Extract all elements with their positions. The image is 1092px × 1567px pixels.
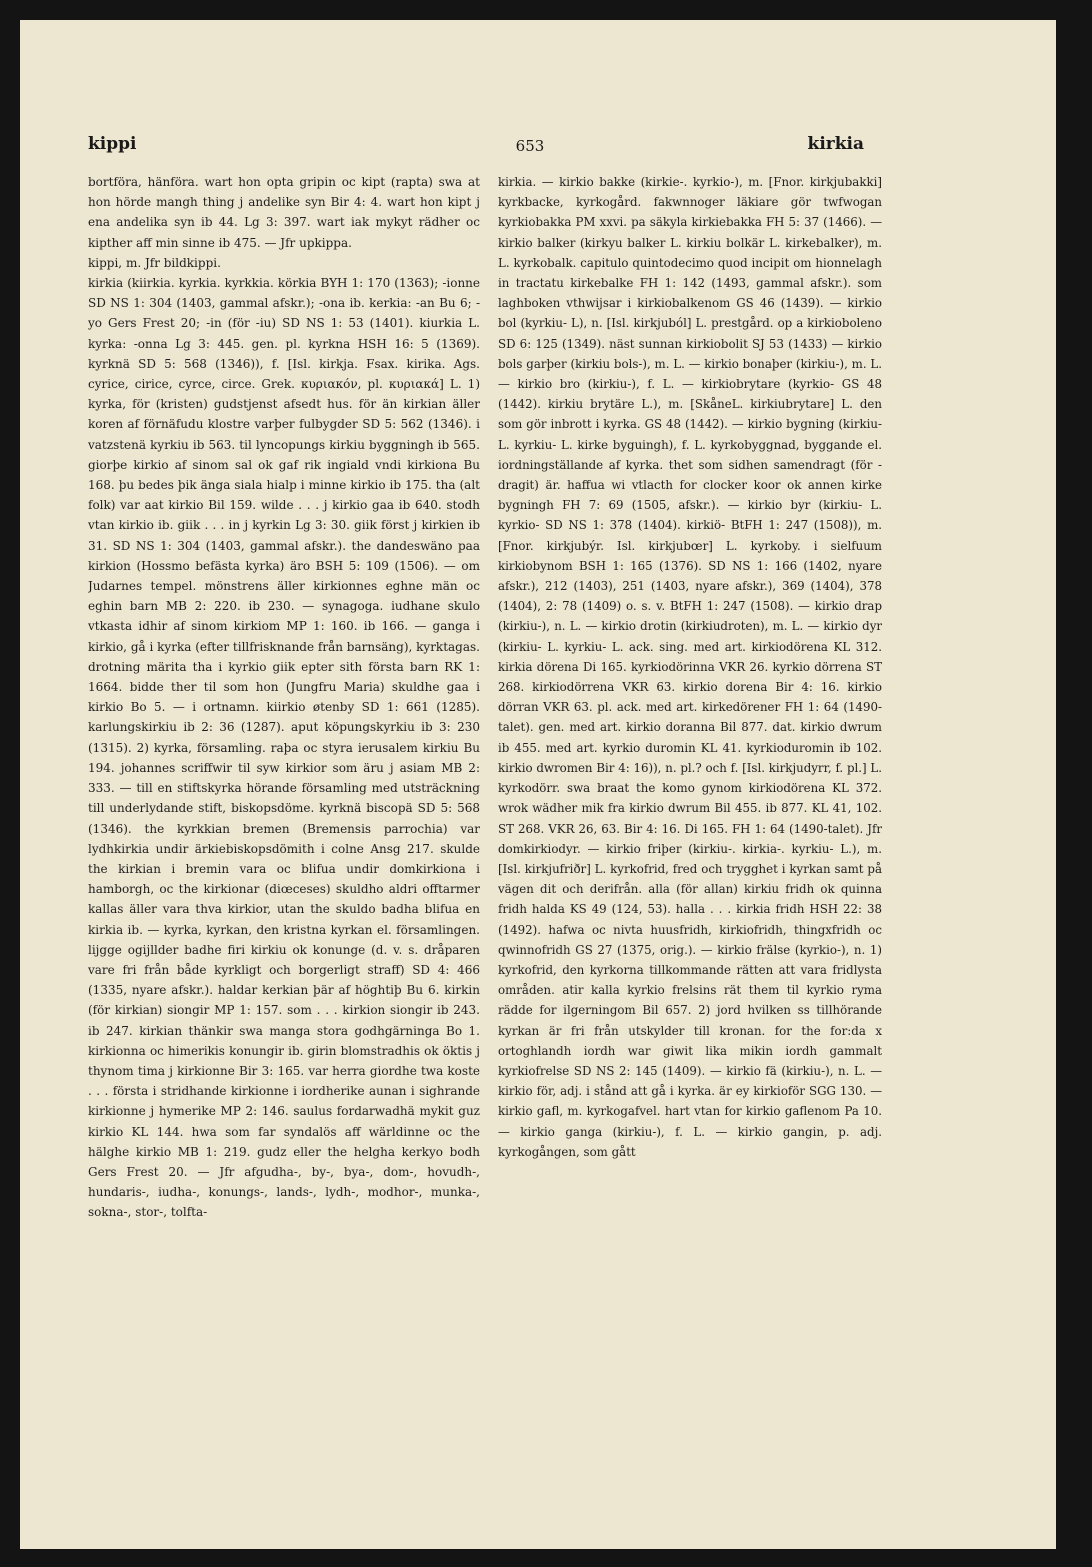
entry-kirkia: kirkia (kiirkia. kyrkia. kyrkkia. körkia BYH 1: 170 (1363); -ionne SD NS 1: 304 (1403, gammal afskr.); -ona ib. kerkia: -an Bu 6; -yo Gers Frest 20; -in (för -iu) SD NS 1: 53 (1401). kiurkia L. kyrka: -onna Lg 3: 445. gen. pl. kyrkna HSH 16: 5 (1369). kyrknä SD 5: 568 (1346)), f. [Isl. kirkja. Fsax. kirika. Ags. cyrice, cirice, cyrce, circe. Grek. κυριακόν, pl. κυριακά] L. 1) kyrka, för (kristen) gudstjenst afsedt hus. för än kirkian äller koren af förnäfudu klostre varþer fulbygder SD 5: 562 (1346). i vatzstenä kyrkiu ib 563. til lyncopungs kirkiu byggningh ib 565. giorþe kirkio af sinom sal ok gaf rik ingiald vndi kirkiona Bu 168. þu bedes þik änga siala hialp i minne kirkio ib 175. tha (alt folk) var aat kirkio Bil 159. wilde . . . j kirkio gaa ib 640. stodh vtan kirkio ib. giik . . . in j kyrkin Lg 3: 30. giik först j kirkien ib 31. SD NS 1: 304 (1403, gammal afskr.). the dandeswäno paa kirkion (Hossmo befästa kyrka) äro BSH 5: 109 (1506). — om Judarnes tempel. mönstrens äller kirkionnes eghne män oc eghin barn MB 2: 220. ib 230. — synagoga. iudhane skulo vtkasta idhir af sinom kirkiom MP 1: 160. ib 166. — ganga i kirkio, gå i kyrka (efter tillfrisknande från barnsäng), kyrktagas. drotning märita tha i kyrkio giik epter sith första barn RK 1: 1664. bidde ther til som hon (Jungfru Maria) skuldhe gaa i kirkio Bo 5. — i ortnamn. kiirkio øtenby SD 1: 661 (1285). karlungskirkiu ib 2: 36 (1287). aput köpungskyrkiu ib 3: 230 (1315). 2) kyrka, församling. raþa oc styra ierusalem kirkiu Bu 194. johannes scriffwir til syw kirkior som äru j asiam MB 2: 333. — till en stiftskyrka hörande församling med utsträckning till underlydande stift, biskopsdöme. kyrknä biscopä SD 5: 568 (1346). the kyrkkian bremen (Bremensis parrochia) var lydhkirkia undir ärkiebiskopsdömith i colne Ansg 217. skulde the kirkian i bremin vara oc blifua undir domkirkiona i hamborgh, oc the kirkionar (diœceses) skuldho aldri offtarmer kallas äller vara thva kirkior, utan the skuldo badha blifua en kirkia ib. — kyrka, kyrkan, den kristna kyrkan el. församlingen. lijgge ogijllder badhe firi kirkiu ok konunge (d. v. s. dråparen vare fri från både kyrkligt och borgerligt straff) SD 4: 466 (1335, nyare afskr.). haldar kerkian þär af höghtiþ Bu 6. kirkin (för kirkian) siongir MP 1: 157. som . . . kirkion siongir ib 243. ib 247. kirkian thänkir swa manga stora godhgärninga Bo 1. kirkionna oc himerikis konungir ib. girin blomstradhis ok öktis j thynom tima j kirkionne Bir 3: 165. var herra giordhe twa koste . . . första i stridhande kirkionne i iordherike aunan i sighrande kirkionne j hymerike MP 2: 146. saulus fordarwadhä mykit guz kirkio KL 144. hwa som far syndalös aff wärldinne oc the hälghe kirkio MB 1: 219. gudz eller the helgha kerkyo bodh Gers Frest 20. — Jfr afgudha-, by-, bya-, dom-, hovudh-, hundaris-, iudha-, konungs-, lands-, lydh-, modhor-, munka-, sokna-, stor-, tolfta- bbox=[88, 276, 480, 1220]
running-head-right: kirkia bbox=[807, 134, 864, 154]
right-column bbox=[498, 172, 882, 1542]
scan-border-top bbox=[0, 0, 1092, 20]
scan-border-bottom bbox=[0, 1549, 1092, 1567]
page-number: 653 bbox=[515, 137, 545, 155]
scan-border-left bbox=[0, 0, 20, 1567]
scan-border-right bbox=[1056, 0, 1092, 1567]
left-column bbox=[88, 172, 480, 1542]
entry-kippa-continued: bortföra, hänföra. wart hon opta gripin oc kipt (rapta) swa at hon hörde mangh thing j andelike syn Bir 4: 4. wart hon kipt j ena andelika syn ib 44. Lg 3: 397. wart iak mykyt rädher oc kipther aff min sinne ib 475. — Jfr upkippa. bbox=[88, 175, 480, 250]
entry-kippi: kippi, m. Jfr bildkippi. bbox=[88, 255, 221, 270]
running-head-left: kippi bbox=[88, 134, 137, 154]
entry-kirkio-compounds: kirkia. — kirkio bakke (kirkie-. kyrkio-), m. [Fnor. kirkjubakki] kyrkbacke, kyrkogård. fakwnnoger läkiare gör twfwogan kyrkiobakka PM xxvi. pa säkyla kirkiebakka FH 5: 37 (1466). — kirkio balker (kirkyu balker L. kirkiu bolkär L. kirkebalker), m. L. kyrkobalk. capitulo quintodecimo quod incipit om hionnelagh in tractatu kirkebalke FH 1: 142 (1493, gammal afskr.). som laghboken vthwijsar i kirkiobalkenom GS 46 (1439). — kirkio bol (kyrkiu- L), n. [Isl. kirkjuból] L. prestgård. op a kirkiobolenо SD 6: 125 (1349). näst sunnan kirkiobolit SJ 53 (1433) — kirkio bols garþer (kirkiu bols-), m. L. — kirkio bonaþer (kirkiu-), m. L. — kirkio bro (kirkiu-), f. L. — kirkiobrytare (kyrkio- GS 48 (1442). kirkiu brytäre L.), m. [SkåneL. kirkiubrytare] L. den som gör inbrott i kyrka. GS 48 (1442). — kirkio bygning (kirkiu- L. kyrkiu- L. kirke byguingh), f. L. kyrkobyggnad, byggande el. iordningställande af kyrka. thet som sidhen samendragt (för -dragit) är. haffua wi vtlacth for clocker koor ok annen kirke bygningh FH 7: 69 (1505, afskr.). — kirkio byr (kirkiu- L. kyrkio- SD NS 1: 378 (1404). kirkiö- BtFH 1: 247 (1508)), m. [Fnor. kirkjubýr. Isl. kirkjubœr] L. kyrkoby. i sielfuum kirkiobynom BSH 1: 165 (1376). SD NS 1: 166 (1402, nyare afskr.), 212 (1403), 251 (1403, nyare afskr.), 369 (1404), 378 (1404), 2: 78 (1409) o. s. v. BtFH 1: 247 (1508). — kirkio drap (kirkiu-), n. L. — kirkio drotin (kirkiudroten), m. L. — kirkio dyr (kirkiu- L. kyrkiu- L. ack. sing. med art. kirkiodörena KL 312. kirkia dörena Di 165. kyrkiodörinna VKR 26. kyrkio dörrena ST 268. kirkiodörrena VKR 63. kirkio dorena Bir 4: 16. kirkio dörran VKR 63. pl. ack. med art. kirkedörener FH 1: 64 (1490-talet). gen. med art. kirkio doranna Bil 877. dat. kirkio dwrum ib 455. med art. kyrkio duromin KL 41. kyrkioduromin ib 102. kirkio dwromen Bir 4: 16)), n. pl.? och f. [Isl. kirkjudyrr, f. pl.] L. kyrkodörr. swa braat the komo gynom kirkiodörena KL 372. wrok wädher mik fra kirkio dwrum Bil 455. ib 877. KL 41, 102. ST 268. VKR 26, 63. Bir 4: 16. Di 165. FH 1: 64 (1490-talet). Jfr domkirkiodyr. — kirkio friþer (kirkiu-. kirkia-. kyrkiu- L.), m. [Isl. kirkjufriðr] L. kyrkofrid, fred och trygghet i kyrkan samt på vägen dit och derifrån. alla (för allan) kirkiu fridh ok quinna fridh halda KS 49 (124, 53). halla . . . kirkia fridh HSH 22: 38 (1492). hafwa oc nivta huusfridh, kirkiofridh, thingxfridh oc qwinnofridh GS 27 (1375, orig.). — kirkio frälse (kyrkio-), n. 1) kyrkofrid, den kyrkorna tillkommande rätten att vara fridlysta områden. atir kalla kyrkio frelsins rät them til kyrkio ryma rädde for ilgerningom Bil 657. 2) jord hvilken ss tillhörande kyrkan är fri från utskylder till kronan. for the for:da x ortoghlandh iordh war giwit lika mikin iordh gammalt kyrkiofrelse SD NS 2: 145 (1409). — kirkio fä (kirkiu-), n. L. — kirkio för, adj. i stånd att gå i kyrka. är ey kirkioför SGG 130. — kirkio gafl, m. kyrkogafvel. hart vtan for kirkio gaflenom Pa 10. — kirkio ganga (kirkiu-), f. L. — kirkio gangin, p. adj. kyrkogången, som gått bbox=[498, 175, 882, 1159]
